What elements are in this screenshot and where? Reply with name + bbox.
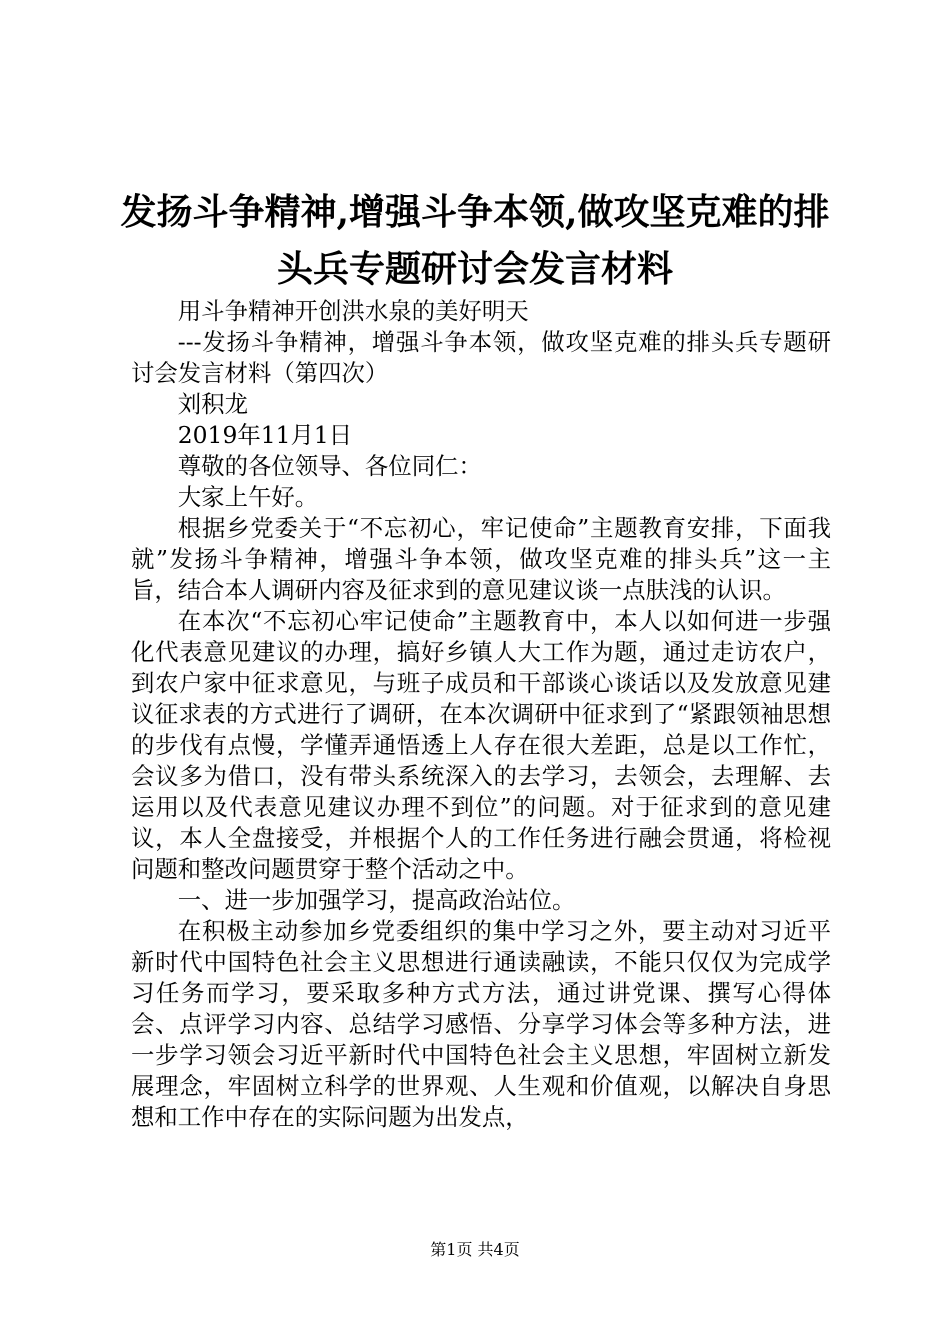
salutation: 尊敬的各位领导、各位同仁： bbox=[177, 452, 482, 480]
title-line-1: 发扬斗争精神,增强斗争本领,做攻坚克难的排 bbox=[120, 191, 830, 233]
body-paragraph: 在积极主动参加乡党委组织的集中学习之外，要主动对习近平新时代中国特色社会主义思想进行通读融读，不能只仅仅为完成学习任务而学习，要采取多种方式方法，通过讲党课、撰写心得体会、点评学习内容、总结学习感悟、分享学习体会等多种方法，进一步学习领会习近平新时代中国特色社会主义思想，牢固树立新发展理念，牢固树立科学的世界观、人生观和价值观，以解决自身思想和工作中存在的实际问题为出发点， bbox=[131, 917, 831, 1131]
greeting: 大家上午好。 bbox=[177, 483, 319, 511]
document-title bbox=[110, 184, 840, 298]
document-body bbox=[131, 296, 831, 1133]
title-line-2: 头兵专题研讨会发言材料 bbox=[276, 248, 673, 290]
body-paragraph: 根据乡党委关于“不忘初心，牢记使命”主题教育安排，下面我就”发扬斗争精神，增强斗争本领，做攻坚克难的排头兵”这一主旨，结合本人调研内容及征求到的意见建议谈一点肤浅的认识。 bbox=[131, 514, 831, 604]
subtitle-secondary: ---发扬斗争精神，增强斗争本领，做攻坚克难的排头兵专题研讨会发言材料（第四次） bbox=[131, 328, 831, 387]
subtitle: 用斗争精神开创洪水泉的美好明天 bbox=[177, 297, 529, 325]
body-paragraph: 在本次“不忘初心牢记使命”主题教育中，本人以如何进一步强化代表意见建议的办理，搞好乡镇人大工作为题，通过走访农户，到农户家中征求意见，与班子成员和干部谈心谈话以及发放意见建议征求表的方式进行了调研，在本次调研中征求到了“紧跟领袖思想的步伐有点慢，学懂弄通悟透上人存在很大差距，总是以工作忙，会议多为借口，没有带头系统深入的去学习，去领会，去理解、去运用以及代表意见建议办理不到位”的问题。对于征求到的意见建议，本人全盘接受，并根据个人的工作任务进行融会贯通，将检视问题和整改问题贯穿于整个活动之中。 bbox=[131, 607, 831, 883]
section-heading: 一、进一步加强学习，提高政治站位。 bbox=[177, 886, 576, 914]
page-footer: 第1页 共4页 bbox=[430, 1240, 520, 1259]
date: 2019年11月1日 bbox=[177, 421, 353, 449]
author: 刘积龙 bbox=[177, 390, 248, 418]
